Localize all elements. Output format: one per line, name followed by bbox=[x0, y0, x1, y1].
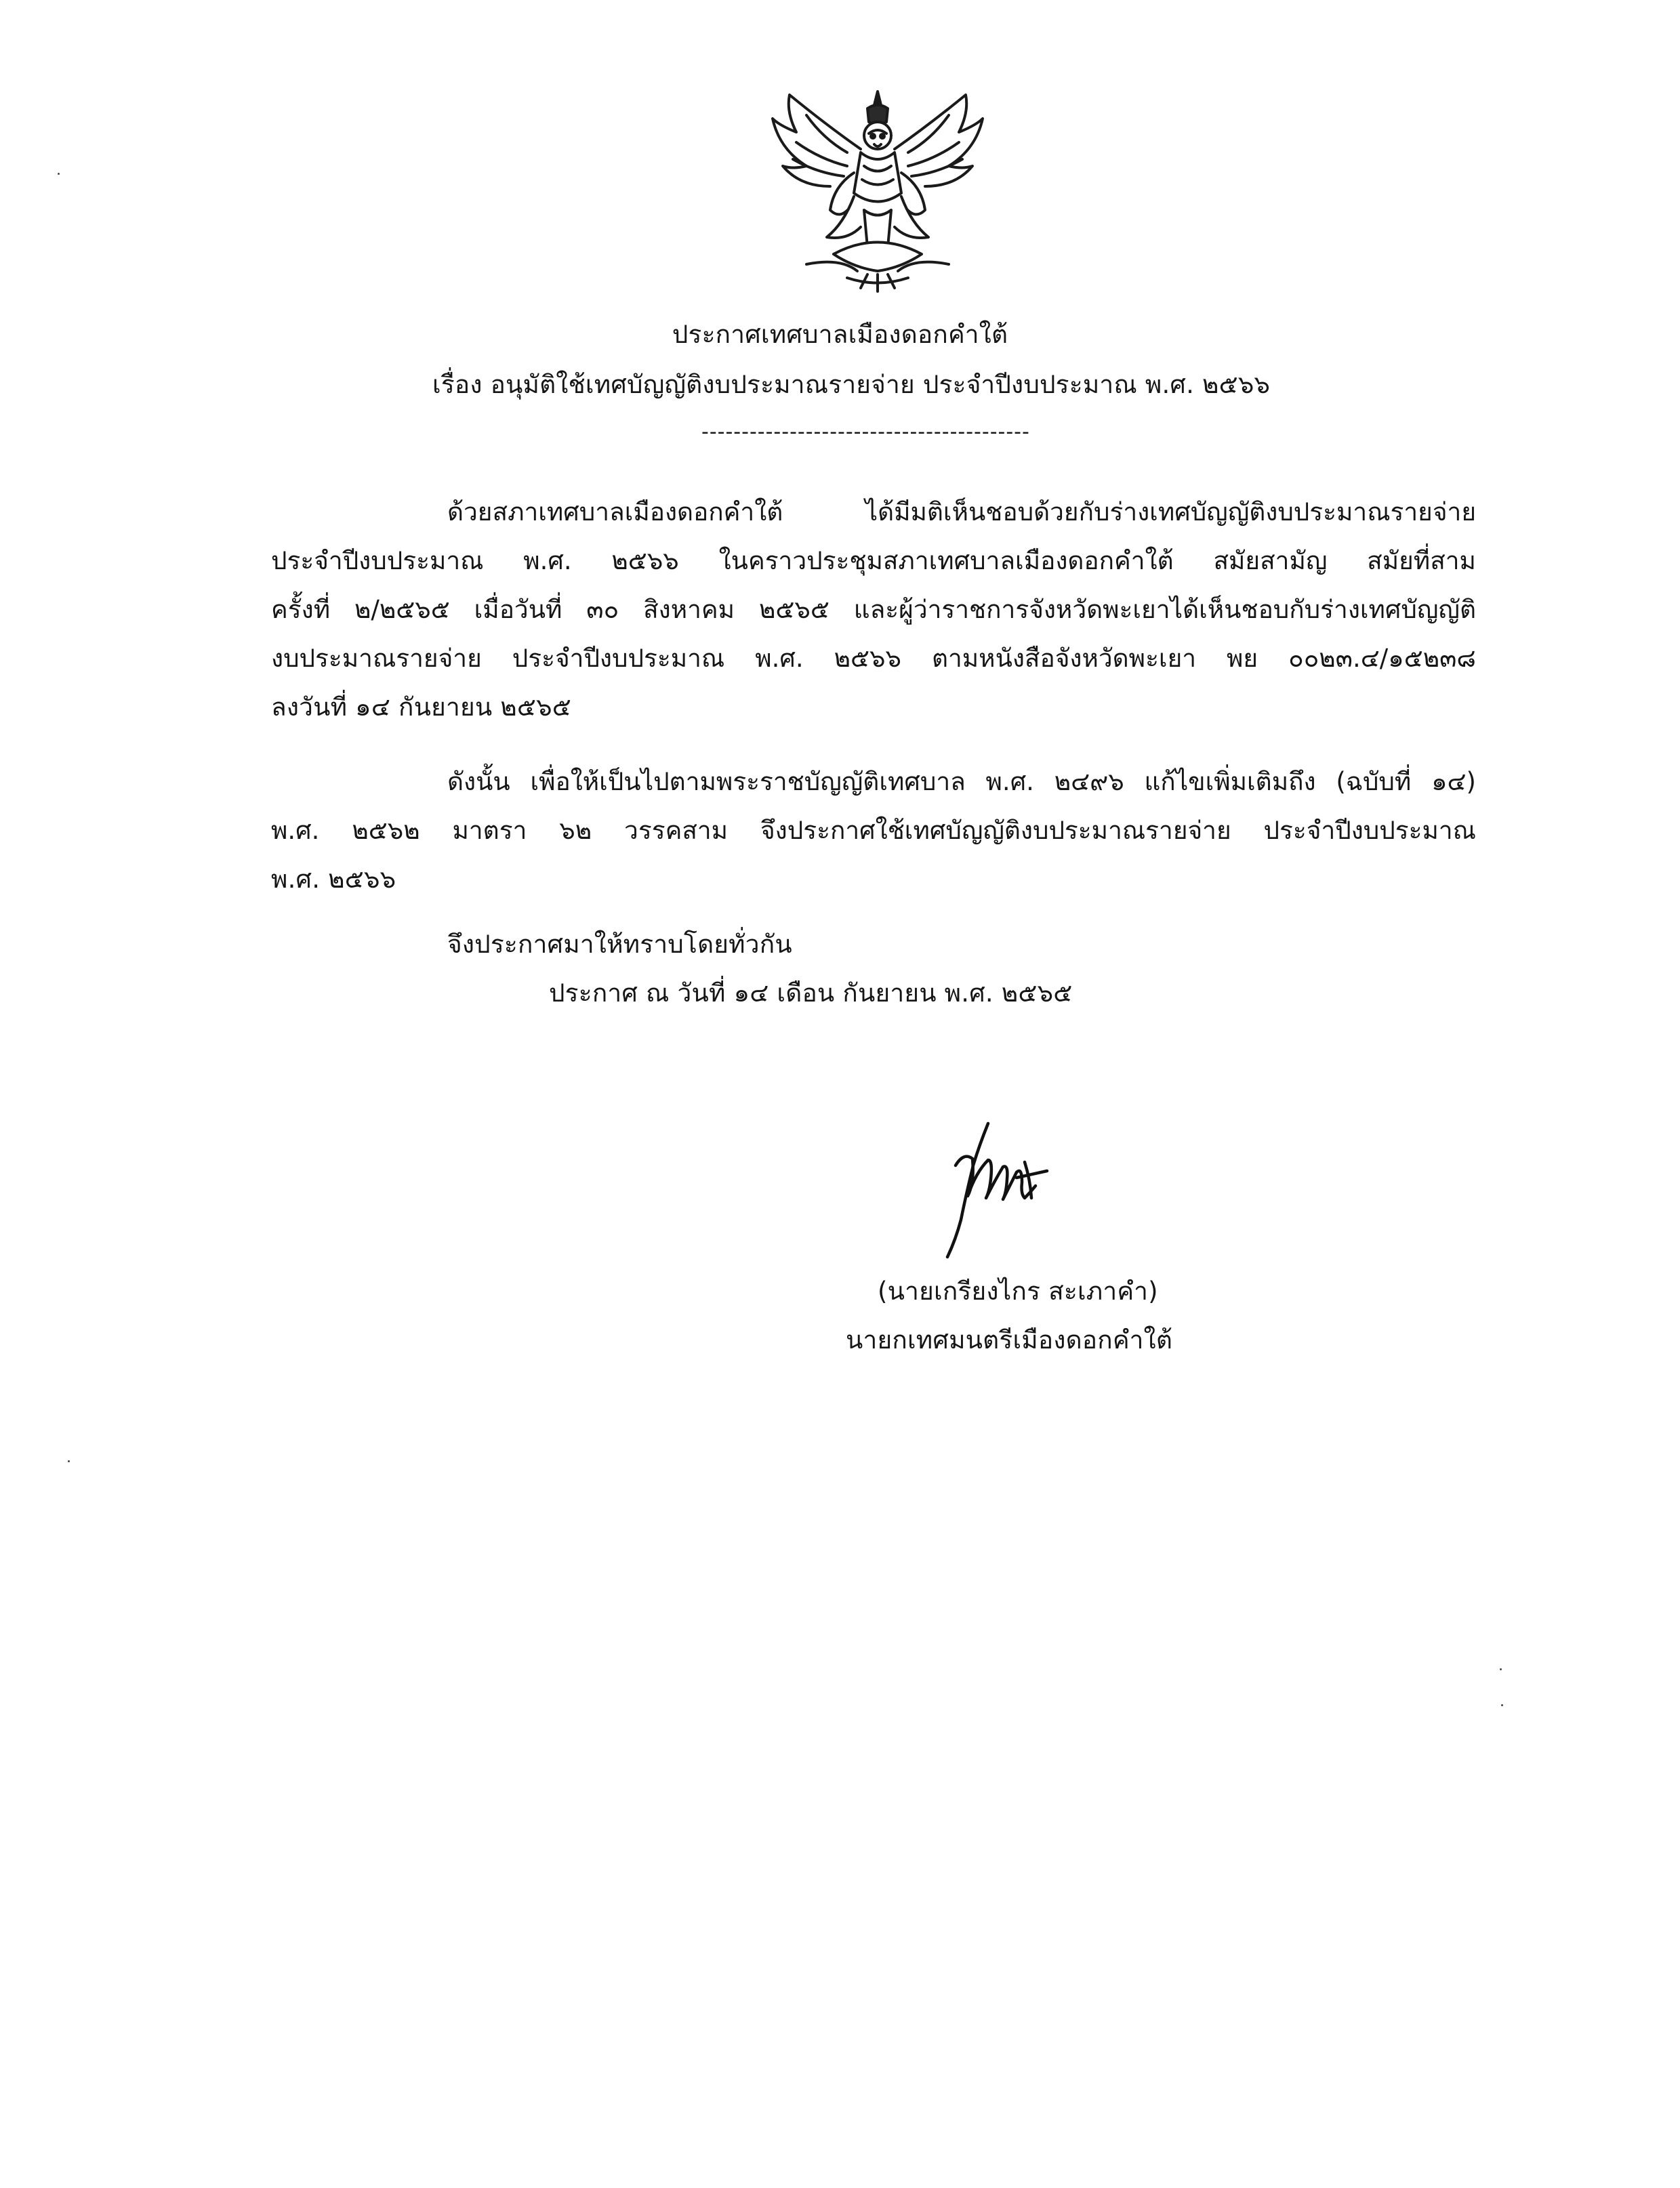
text-run: และผู้ว่าราชการจังหวัดพะเยาได้เห็นชอบกับร่างเทศบัญญัติ bbox=[853, 595, 1476, 624]
text-run: ๐๐๒๓.๔/๑๕๒๓๘ bbox=[1288, 644, 1476, 673]
text-run: เมื่อวันที่ bbox=[474, 595, 562, 624]
text-run: วรรคสาม bbox=[624, 816, 729, 845]
text-run: ๒๔๙๖ bbox=[1054, 767, 1124, 796]
text-run: สมัยสามัญ bbox=[1213, 546, 1328, 575]
text-run: พ.ศ. bbox=[985, 767, 1034, 796]
scan-speck bbox=[58, 173, 60, 175]
paragraph-2-line-2 bbox=[271, 813, 1476, 848]
handwritten-signature bbox=[908, 1118, 1071, 1260]
text-run: เพื่อให้เป็นไปตามพระราชบัญญัติเทศบาล bbox=[530, 767, 966, 796]
text-run: ๒/๒๕๖๕ bbox=[354, 595, 450, 624]
paragraph-1-line-2 bbox=[271, 543, 1476, 579]
text-run: ครั้งที่ bbox=[271, 595, 331, 624]
paragraph-1-line-5: ลงวันที่ ๑๔ กันยายน ๒๕๖๕ bbox=[271, 693, 571, 722]
text-run: ๒๕๖๖ bbox=[611, 546, 679, 575]
scan-speck bbox=[1500, 1668, 1502, 1670]
header-divider: ----------------------------------------- bbox=[701, 420, 1030, 444]
announcement-subject: เรื่อง อนุมัติใช้เทศบัญญัติงบประมาณรายจ่าย ประจำปีงบประมาณ พ.ศ. ๒๕๖๖ bbox=[432, 370, 1271, 399]
text-run: ตามหนังสือจังหวัดพะเยา bbox=[931, 644, 1197, 673]
text-run: สิงหาคม bbox=[643, 595, 735, 624]
text-run: ๖๒ bbox=[559, 816, 592, 845]
text-run: พ.ศ. bbox=[755, 644, 804, 673]
signatory-position: นายกเทศมนตรีเมืองดอกคำใต้ bbox=[846, 1325, 1173, 1355]
text-run: สมัยที่สาม bbox=[1367, 546, 1476, 575]
paragraph-1-line-4 bbox=[271, 641, 1476, 676]
scan-speck bbox=[68, 1460, 70, 1462]
paragraph-2-line-3: พ.ศ. ๒๕๖๖ bbox=[271, 865, 396, 894]
text-run: ๒๕๖๒ bbox=[352, 816, 420, 845]
text-run: ๒๕๖๖ bbox=[834, 644, 901, 673]
text-run: ๓๐ bbox=[586, 595, 619, 624]
text-run: พย bbox=[1227, 644, 1258, 673]
paragraph-1-line-3 bbox=[271, 592, 1476, 627]
signatory-name: (นายเกรียงไกร สะเภาคำ) bbox=[878, 1277, 1158, 1306]
paragraph-2-line-1 bbox=[447, 764, 1476, 800]
garuda-emblem-icon bbox=[766, 85, 989, 298]
text-run: ๑๔) bbox=[1431, 767, 1476, 796]
text-run: แก้ไขเพิ่มเติมถึง bbox=[1144, 767, 1316, 796]
text-run: ประจำปีงบประมาณ bbox=[512, 644, 725, 673]
text-run: ประจำปีงบประมาณ bbox=[1263, 816, 1476, 845]
paragraph-1-line-1 bbox=[447, 495, 1476, 530]
text-run: ด้วยสภาเทศบาลเมืองดอกคำใต้ bbox=[447, 497, 783, 527]
closing-statement: จึงประกาศมาให้ทราบโดยทั่วกัน bbox=[447, 930, 792, 959]
text-run: ๒๕๖๕ bbox=[758, 595, 829, 624]
text-run: ในคราวประชุมสภาเทศบาลเมืองดอกคำใต้ bbox=[718, 546, 1174, 575]
text-run: (ฉบับที่ bbox=[1336, 767, 1412, 796]
text-run: ดังนั้น bbox=[447, 767, 510, 796]
text-run: พ.ศ. bbox=[271, 816, 320, 845]
text-run: ประจำปีงบประมาณ bbox=[271, 546, 484, 575]
text-run: ได้มีมติเห็นชอบด้วยกับร่างเทศบัญญัติงบประมาณรายจ่าย bbox=[865, 497, 1476, 527]
text-run: มาตรา bbox=[452, 816, 527, 845]
text-run: จึงประกาศใช้เทศบัญญัติงบประมาณรายจ่าย bbox=[760, 816, 1231, 845]
text-run: พ.ศ. bbox=[523, 546, 572, 575]
announcement-date: ประกาศ ณ วันที่ ๑๔ เดือน กันยายน พ.ศ. ๒๕๖๕ bbox=[549, 978, 1073, 1008]
scan-speck bbox=[1501, 1704, 1503, 1706]
text-run: งบประมาณรายจ่าย bbox=[271, 644, 482, 673]
announcement-title: ประกาศเทศบาลเมืองดอกคำใต้ bbox=[672, 320, 1008, 349]
